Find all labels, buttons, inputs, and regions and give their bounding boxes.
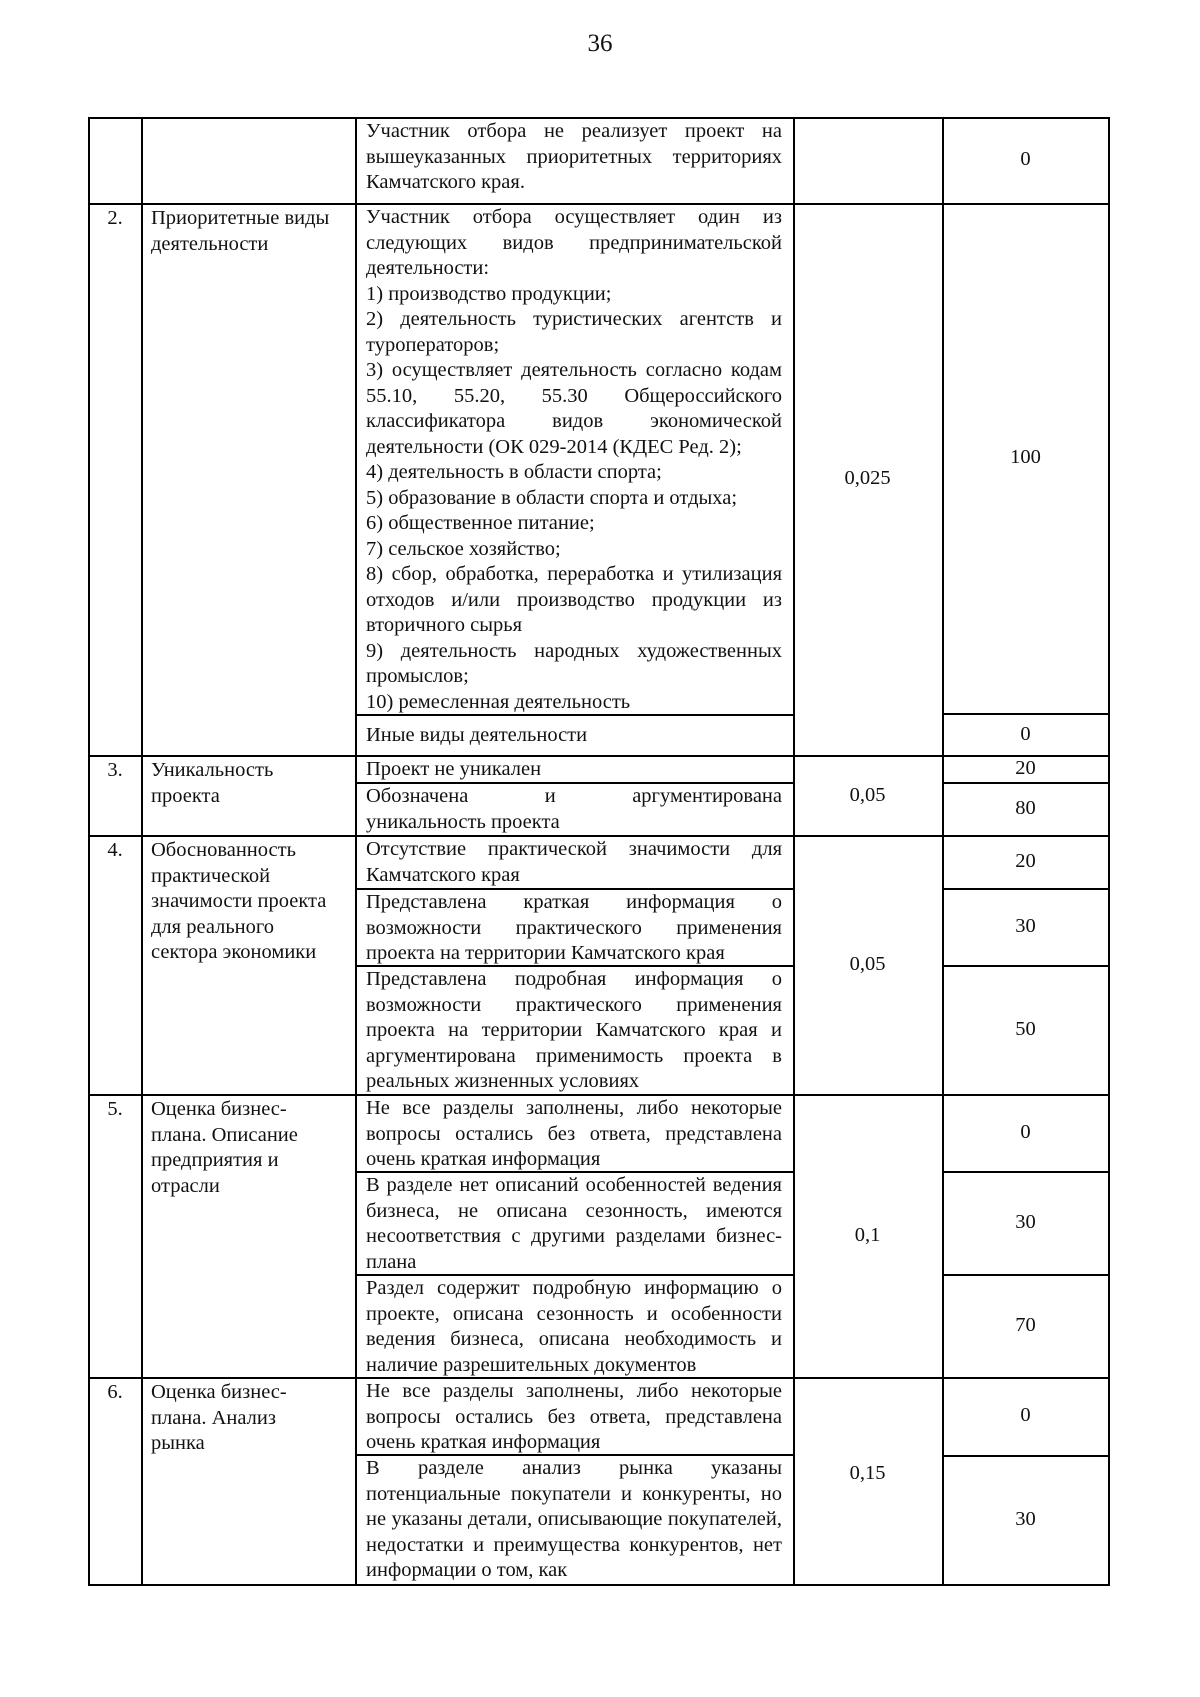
criterion-name: Уникальность проекта — [151, 759, 274, 807]
condition-cell — [356, 204, 792, 714]
row-number: 2. — [107, 207, 123, 229]
activity-item: 9) деятельность народных художественных промыслов; — [366, 639, 782, 687]
table-horizontal-border — [942, 1171, 1110, 1173]
criterion-name: Приоритетные виды деятельности — [151, 207, 330, 255]
criterion-name: Оценка бизнес-плана. Анализ рынка — [151, 1381, 287, 1454]
continuation-score: 0 — [1020, 148, 1031, 171]
score-cell: 20 — [1015, 850, 1036, 873]
table-horizontal-border — [355, 1274, 795, 1276]
table-vertical-border — [942, 117, 944, 1584]
table-horizontal-border — [355, 1454, 795, 1456]
table-horizontal-border — [88, 755, 1110, 757]
activity-item: 4) деятельность в области спорта; — [366, 461, 662, 483]
row-number: 4. — [107, 839, 123, 861]
activity-item: 7) сельское хозяйство; — [366, 537, 561, 560]
score-cell: 80 — [1015, 797, 1036, 820]
condition-intro: Участник отбора осуществляет один из следующих видов предпринимательской деятельности: — [366, 206, 782, 279]
table-horizontal-border — [88, 1377, 1110, 1379]
row-number: 5. — [107, 1098, 123, 1120]
condition-cell: Отсутствие практической значимости для Камчатского края — [366, 838, 782, 886]
activity-item: 2) деятельность туристических агентств и туроператоров; — [366, 308, 782, 356]
weight-cell: 0,025 — [844, 467, 891, 490]
table-horizontal-border — [88, 117, 1110, 119]
table-horizontal-border — [88, 1094, 1110, 1096]
table-horizontal-border — [88, 203, 1110, 205]
condition-cell: В разделе анализ рынка указаны потенциальные покупатели и конкуренты, но не указаны детали, описывающие покупателей, недостатки и преимущества конкурентов, нет информации о том, как — [366, 1457, 782, 1581]
table-vertical-border — [793, 117, 795, 1584]
score-cell: 50 — [1015, 1018, 1036, 1041]
condition-cell: Представлена подробная информация о возможности практического применения проекта на территории Камчатского края и аргументирована применимость проекта в реальных жизненных условиях — [366, 968, 782, 1092]
score-cell: 20 — [1015, 757, 1036, 780]
row-number: 6. — [107, 1381, 123, 1403]
score-cell: 100 — [1010, 446, 1041, 469]
table-horizontal-border — [88, 1584, 1110, 1586]
score-cell: 0 — [1020, 722, 1031, 745]
activity-item: 8) сбор, обработка, переработка и утилизация отходов и/или производство продукции из вторичного сырья — [366, 563, 782, 636]
criterion-name: Обоснованность практической значимости проекта для реального сектора экономики — [151, 839, 327, 963]
page-number: 36 — [587, 30, 613, 57]
table-vertical-border — [88, 117, 90, 1584]
activity-item: 5) образование в области спорта и отдыха; — [366, 486, 738, 509]
activity-item: 3) осуществляет деятельность согласно кодам 55.10, 55.20, 55.30 Общероссийского классификатора видов экономической деятельности (ОК 029-2014 (КДЕС Ред. 2); — [366, 359, 782, 458]
activity-item: 6) общественное питание; — [366, 512, 595, 534]
score-cell: 70 — [1015, 1314, 1036, 1337]
table-horizontal-border — [942, 713, 1110, 715]
score-cell: 0 — [1020, 1121, 1031, 1144]
weight-cell: 0,15 — [849, 1462, 886, 1485]
weight-cell: 0,05 — [849, 953, 886, 976]
condition-cell: Раздел содержит подробную информацию о проекте, описана сезонность и особенности ведения бизнеса, описана необходимость и наличие разрешительных документов — [366, 1277, 782, 1376]
table-vertical-border — [355, 117, 357, 1584]
score-cell: 0 — [1020, 1403, 1031, 1426]
weight-cell: 0,05 — [849, 783, 886, 806]
table-horizontal-border — [942, 782, 1110, 784]
condition-cell: Не все разделы заполнены, либо некоторые вопросы остались без ответа, представлена очень краткая информация — [366, 1380, 782, 1453]
condition-cell: Иные виды деятельности — [366, 724, 588, 746]
table-horizontal-border — [355, 888, 795, 890]
table-horizontal-border — [355, 965, 795, 967]
criterion-name: Оценка бизнес-плана. Описание предприятия и отрасли — [151, 1098, 298, 1197]
activity-item: 1) производство продукции; — [366, 282, 612, 305]
condition-cell: Представлена краткая информация о возможности практического применения проекта на территории Камчатского края — [366, 891, 782, 964]
table-vertical-border — [141, 117, 143, 1584]
table-horizontal-border — [942, 1274, 1110, 1276]
score-cell: 30 — [1015, 915, 1036, 938]
row-number: 3. — [107, 759, 123, 781]
table-horizontal-border — [942, 965, 1110, 967]
score-cell: 30 — [1015, 1211, 1036, 1234]
table-vertical-border — [1108, 117, 1110, 1584]
continuation-condition: Участник отбора не реализует проект на вышеуказанных приоритетных территориях Камчатского края. — [366, 120, 782, 193]
table-horizontal-border — [88, 835, 1110, 837]
table-horizontal-border — [942, 888, 1110, 890]
table-horizontal-border — [942, 1455, 1110, 1457]
table-horizontal-border — [355, 782, 795, 784]
activity-item: 10) ремесленная деятельность — [366, 690, 631, 713]
score-cell: 30 — [1015, 1507, 1036, 1530]
condition-cell: Обозначена и аргументирована уникальность проекта — [366, 785, 782, 833]
table-horizontal-border — [355, 714, 795, 716]
weight-cell: 0,1 — [854, 1224, 881, 1247]
condition-cell: Проект не уникален — [366, 758, 542, 780]
condition-cell: В разделе нет описаний особенностей ведения бизнеса, не описана сезонность, имеются несоответствия с другими разделами бизнес-плана — [366, 1174, 782, 1273]
condition-cell: Не все разделы заполнены, либо некоторые вопросы остались без ответа, представлена очень краткая информация — [366, 1097, 782, 1170]
table-horizontal-border — [355, 1171, 795, 1173]
